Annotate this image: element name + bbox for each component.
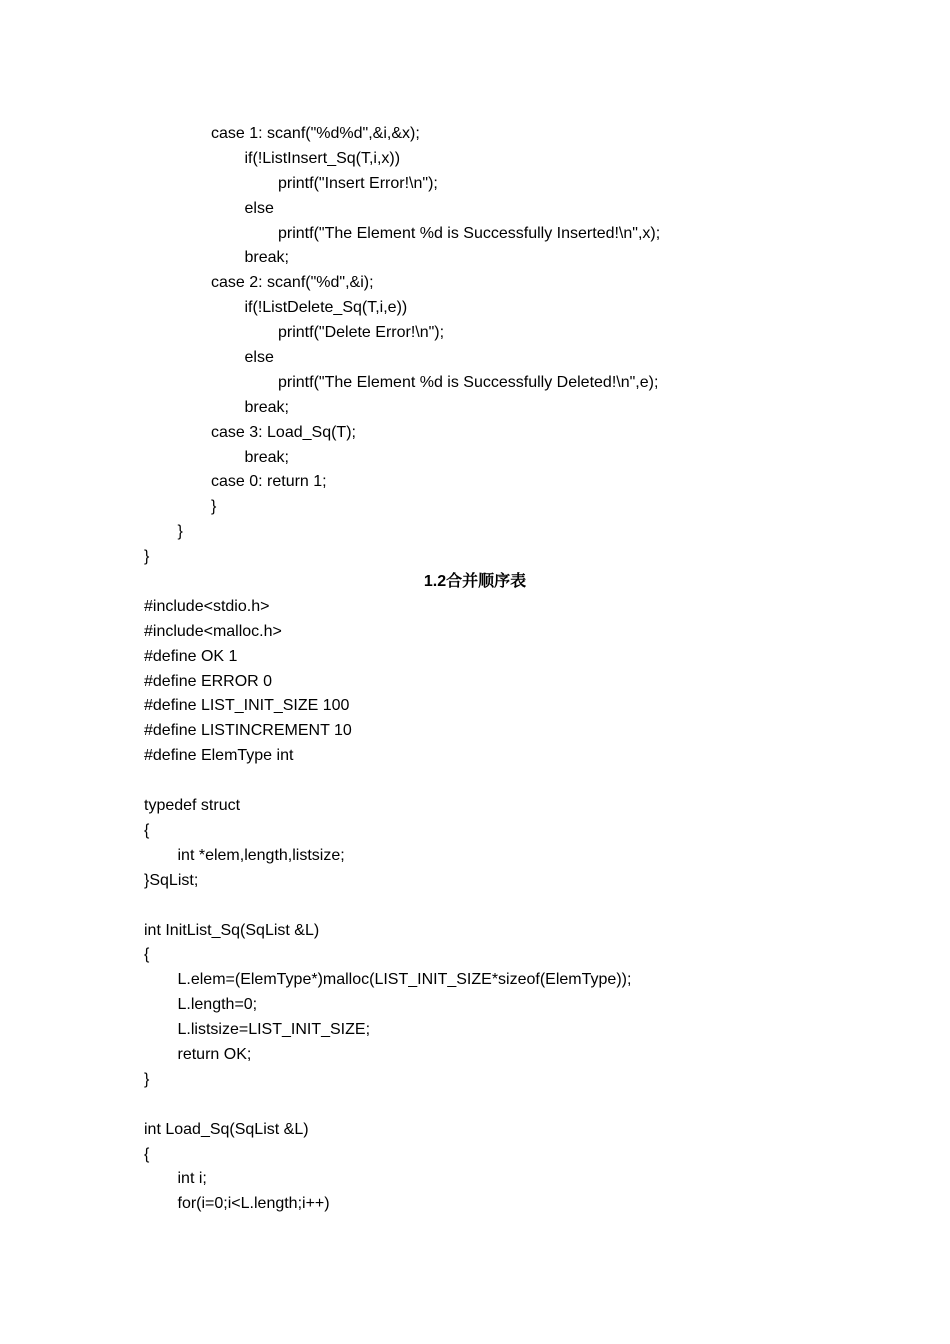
- code-line: L.length=0;: [177, 996, 258, 1014]
- code-line: else: [244, 349, 274, 367]
- code-line: int *elem,length,listsize;: [177, 846, 345, 864]
- blank-line: [144, 1093, 824, 1118]
- code-line: {: [144, 946, 150, 964]
- code-line: case 1: scanf("%d%d",&i,&x);: [211, 125, 420, 142]
- code-line: int InitList_Sq(SqList &L): [144, 921, 320, 939]
- code-line: break;: [244, 249, 289, 267]
- code-content: [144, 122, 824, 1217]
- code-line: }SqList;: [144, 871, 199, 889]
- code-line: printf("Insert Error!\n");: [278, 174, 438, 192]
- code-line: typedef struct: [144, 797, 241, 815]
- code-line: L.listsize=LIST_INIT_SIZE;: [177, 1021, 371, 1039]
- code-line: #define ElemType int: [144, 747, 294, 765]
- code-line: printf("The Element %d is Successfully Deleted!\n",e);: [278, 373, 659, 391]
- blank-line: [144, 894, 824, 919]
- code-line: }: [144, 1070, 150, 1088]
- blank-line: [144, 769, 824, 794]
- code-line: break;: [244, 448, 289, 466]
- code-line: }: [144, 548, 150, 566]
- code-line: #define LIST_INIT_SIZE 100: [144, 697, 350, 715]
- code-line: for(i=0;i<L.length;i++): [177, 1195, 330, 1213]
- code-line: int Load_Sq(SqList &L): [144, 1120, 309, 1138]
- code-line: case 3: Load_Sq(T);: [211, 423, 356, 441]
- code-line: L.elem=(ElemType*)malloc(LIST_INIT_SIZE*sizeof(ElemType));: [177, 971, 632, 989]
- code-line: }: [211, 498, 217, 516]
- code-line: return OK;: [177, 1045, 252, 1063]
- code-line: break;: [244, 398, 289, 416]
- code-line: case 2: scanf("%d",&i);: [211, 274, 374, 292]
- code-line: #define LISTINCREMENT 10: [144, 722, 352, 740]
- code-line: #include<malloc.h>: [144, 622, 282, 640]
- code-block-before: [144, 122, 824, 570]
- code-line: else: [244, 199, 274, 217]
- code-line: printf("Delete Error!\n");: [278, 324, 445, 342]
- code-block-after: [144, 595, 824, 1217]
- code-line: {: [144, 821, 150, 839]
- code-line: }: [177, 523, 183, 541]
- code-line: #define ERROR 0: [144, 672, 273, 690]
- code-line: if(!ListInsert_Sq(T,i,x)): [244, 149, 401, 167]
- section-title: 1.2合并顺序表: [423, 573, 527, 591]
- code-line: {: [144, 1145, 150, 1163]
- code-line: if(!ListDelete_Sq(T,i,e)): [244, 299, 408, 317]
- code-line: printf("The Element %d is Successfully Inserted!\n",x);: [278, 224, 661, 242]
- code-line: #define OK 1: [144, 647, 238, 665]
- code-line: #include<stdio.h>: [144, 597, 270, 615]
- code-line: int i;: [177, 1170, 207, 1188]
- code-line: case 0: return 1;: [211, 473, 327, 491]
